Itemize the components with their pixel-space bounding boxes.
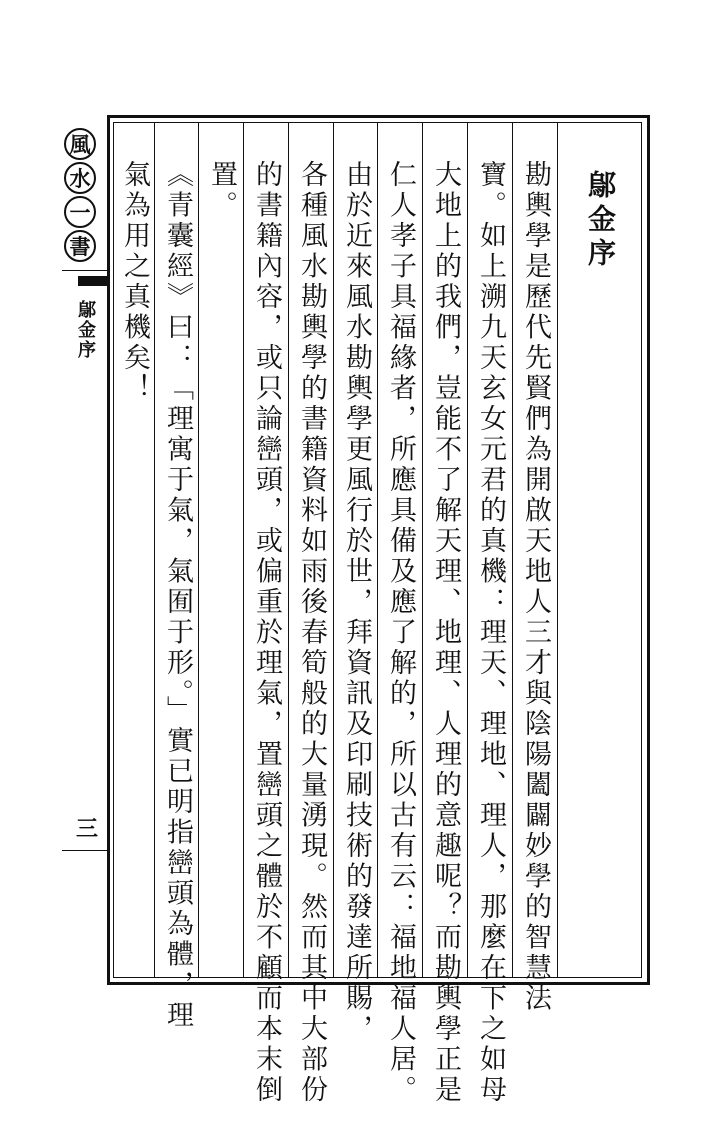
text-column: 勘輿學是歷代先賢們為開啟天地人三才與陰陽闔闢妙學的智慧法 <box>520 160 551 1014</box>
column-rule <box>243 123 244 977</box>
column-rule <box>154 123 155 977</box>
margin-divider <box>62 270 108 288</box>
series-title-char: 一 <box>64 196 96 228</box>
column-rule <box>288 123 289 977</box>
preface-title: 鄔金序 <box>584 170 617 272</box>
column-rule <box>198 123 199 977</box>
series-title-char: 書 <box>64 230 96 262</box>
text-column: 氣為用之真機矣！ <box>119 160 150 404</box>
text-column: 仁人孝子具福緣者，所應具備及應了解的，所以古有云：福地福人居。 <box>385 160 416 1106</box>
text-column: 《青囊經》曰：「理寓于氣，氣囿于形。」實已明指巒頭為體，理 <box>162 160 193 1031</box>
chapter-label: 鄔金序 <box>75 300 96 360</box>
column-rule <box>333 123 334 977</box>
text-column: 置。 <box>206 160 237 221</box>
text-column: 由於近來風水勘輿學更風行於世，拜資訊及印刷技術的發達所賜， <box>341 160 372 1045</box>
column-rule <box>467 123 468 977</box>
text-column: 的書籍內容，或只論巒頭，或偏重於理氣，置巒頭之體於不顧而本末倒 <box>251 160 282 1106</box>
column-rule <box>377 123 378 977</box>
text-column: 各種風水勘輿學的書籍資料如雨後春筍般的大量湧現。然而其中大部份 <box>296 160 327 1106</box>
series-title-char: 風 <box>64 128 96 160</box>
series-title <box>58 128 102 262</box>
column-rule <box>422 123 423 977</box>
page-number-rule <box>62 850 108 851</box>
series-title-char: 水 <box>64 162 96 194</box>
text-column: 寶。如上溯九天玄女元君的真機：理天、理地、理人，那麼在下之如母 <box>475 160 506 1106</box>
column-rule <box>557 123 558 977</box>
column-rule <box>512 123 513 977</box>
text-column: 大地上的我們，豈能不了解天理、地理、人理的意趣呢？而勘輿學正是 <box>430 160 461 1106</box>
page-number: 三 <box>75 816 98 842</box>
